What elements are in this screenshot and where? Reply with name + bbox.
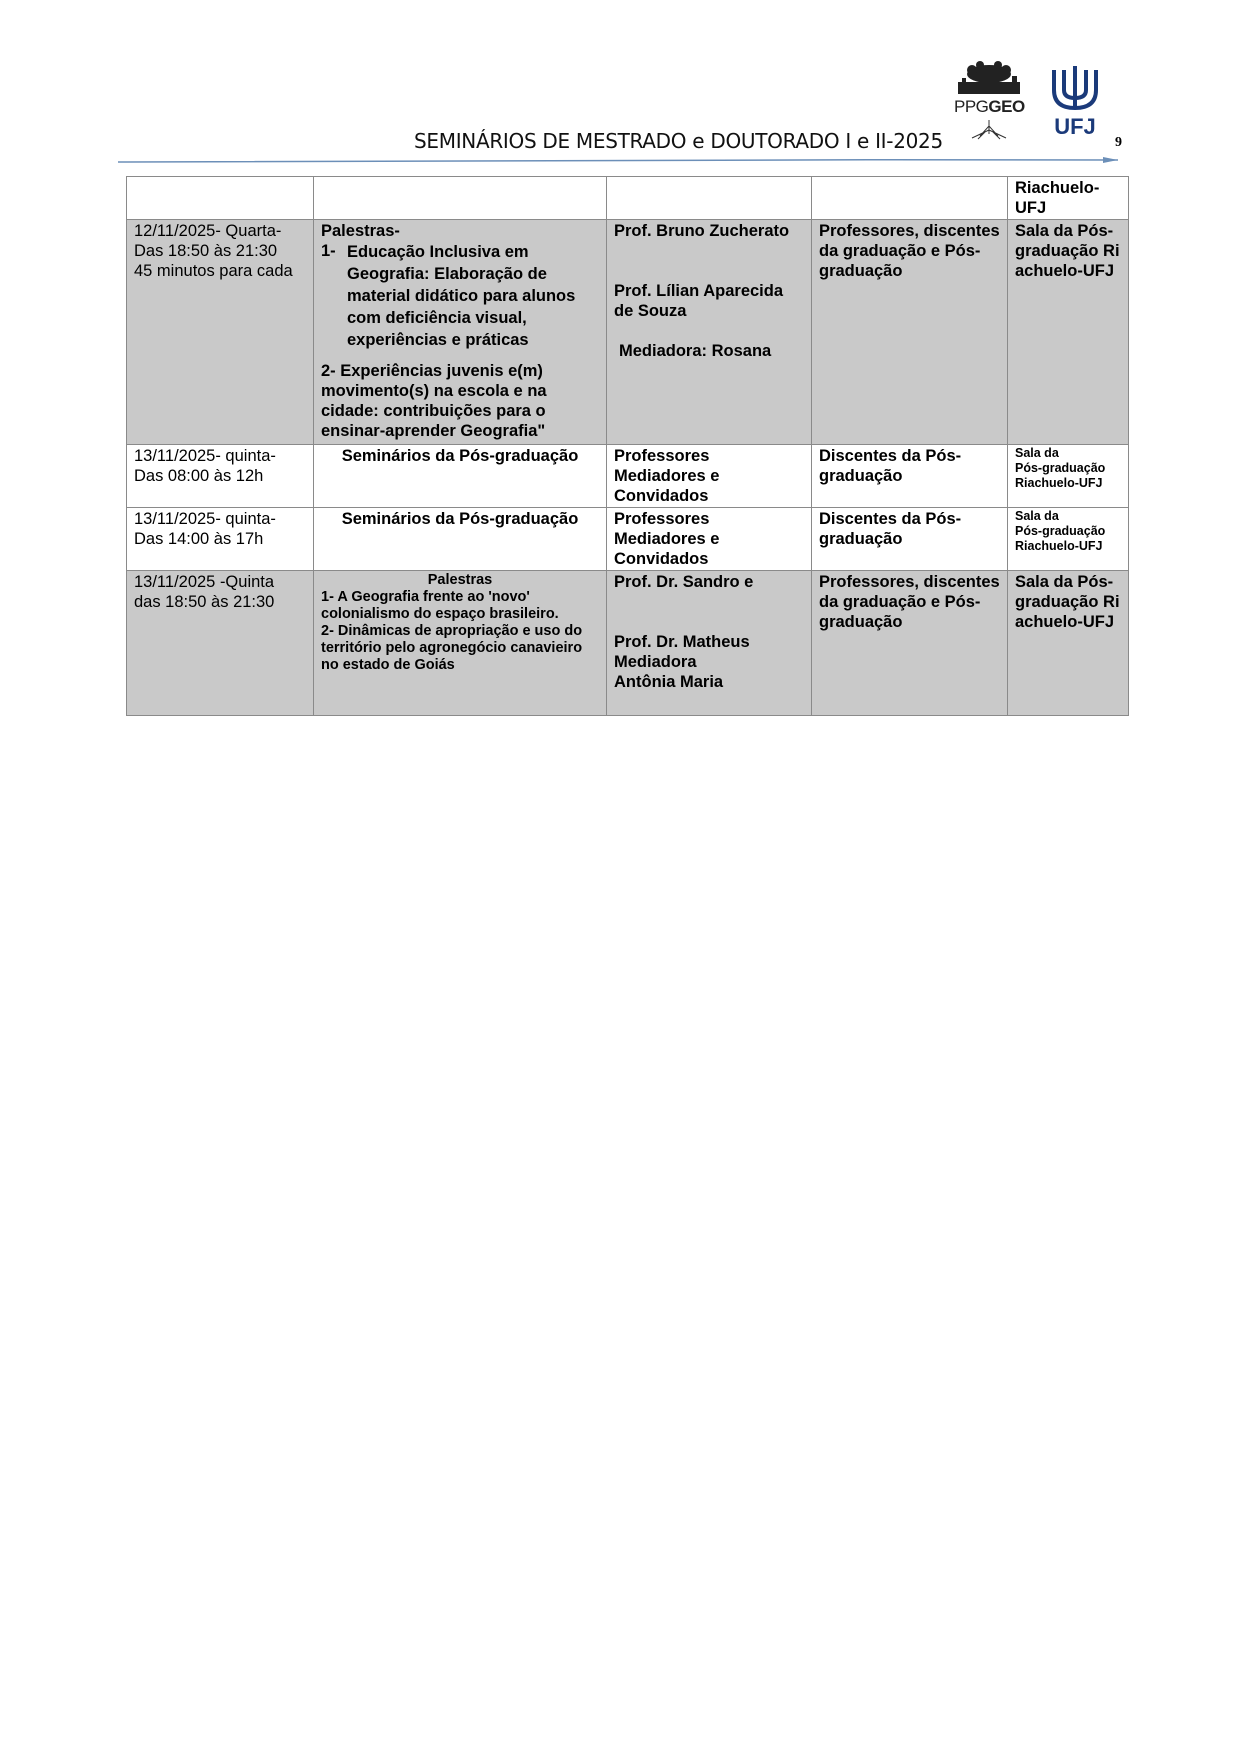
responsible-cell	[607, 177, 812, 220]
responsible-cell: Professores Mediadores e Convidados	[607, 445, 812, 508]
date-cell: 13/11/2025- quinta- Das 14:00 às 17h	[127, 508, 314, 571]
activity-cell	[314, 177, 607, 220]
audience-cell: Discentes da Pós-graduação	[812, 445, 1008, 508]
activity-cell: Palestras 1- A Geografia frente ao 'novo' colonialismo do espaço brasileiro. 2- Dinâmicas de apropriação e uso do território pelo agronegócio canavieiro no estado de Goiás	[314, 571, 607, 716]
location-cell: Sala da Pós-graduação Riachuelo-UFJ	[1008, 220, 1129, 445]
talk-item: 1- A Geografia frente ao 'novo' colonialismo do espaço brasileiro.	[321, 589, 559, 622]
responsible-cell: Professores Mediadores e Convidados	[607, 508, 812, 571]
audience-cell: Discentes da Pós-graduação	[812, 508, 1008, 571]
talk-item: 1- Educação Inclusiva em Geografia: Elaboração de material didático para alunos com deficiência visual, experiências e práticas	[321, 242, 576, 349]
ufj-logo	[1048, 66, 1102, 138]
audience-cell: Professores, discentes da graduação e Pós-graduação	[812, 220, 1008, 445]
audience-cell: Professores, discentes da graduação e Pós-graduação	[812, 571, 1008, 716]
activity-cell: Palestras- 1- Educação Inclusiva em Geografia: Elaboração de material didático para alunos com deficiência visual, experiências e práticas 2- Experiências juvenis e(m) movimento(s) na escola e na cidade: contribuições para o ensinar-aprender Geografia"	[314, 220, 607, 445]
ufj-wordmark: UFJ	[1054, 114, 1096, 139]
header-divider	[118, 156, 1118, 166]
location-cell: Sala da Pós-graduação Riachuelo-UFJ	[1008, 445, 1129, 508]
page-title: SEMINÁRIOS DE MESTRADO e DOUTORADO I e II-2025	[414, 129, 943, 153]
page-number: 9	[1115, 135, 1122, 150]
schedule-table	[126, 176, 1129, 716]
date-cell	[127, 177, 314, 220]
responsible-cell: Prof. Dr. Sandro e Prof. Dr. Matheus Mediadora Antônia Maria	[607, 571, 812, 716]
talk-item: 2- Experiências juvenis e(m) movimento(s) na escola e na cidade: contribuições para o ensinar-aprender Geografia"	[321, 362, 547, 440]
responsible-cell: Prof. Bruno Zucherato Prof. Lílian Aparecida de Souza Mediadora: Rosana	[607, 220, 812, 445]
ppggeo-logo	[950, 60, 1028, 140]
table-row	[127, 445, 1129, 508]
table-row	[127, 508, 1129, 571]
date-cell: 13/11/2025- quinta- Das 08:00 às 12h	[127, 445, 314, 508]
talk-item: 2- Dinâmicas de apropriação e uso do território pelo agronegócio canavieiro no estado de Goiás	[321, 623, 583, 673]
activity-cell: Seminários da Pós-graduação	[314, 508, 607, 571]
audience-cell	[812, 177, 1008, 220]
ppggeo-wordmark: PPGGEO	[954, 97, 1025, 116]
date-cell: 13/11/2025 -Quinta das 18:50 às 21:30	[127, 571, 314, 716]
table-row	[127, 177, 1129, 220]
table-row	[127, 571, 1129, 716]
location-cell: Sala da Pós-graduação Riachuelo-UFJ	[1008, 508, 1129, 571]
location-cell: Sala da Pós-graduação Riachuelo-UFJ	[1008, 571, 1129, 716]
location-cell: Riachuelo-UFJ	[1008, 177, 1129, 220]
ufj-emblem-icon	[1048, 66, 1102, 112]
date-cell: 12/11/2025- Quarta- Das 18:50 às 21:30 45 minutos para cada	[127, 220, 314, 445]
table-row	[127, 220, 1129, 445]
activity-cell: Seminários da Pós-graduação	[314, 445, 607, 508]
